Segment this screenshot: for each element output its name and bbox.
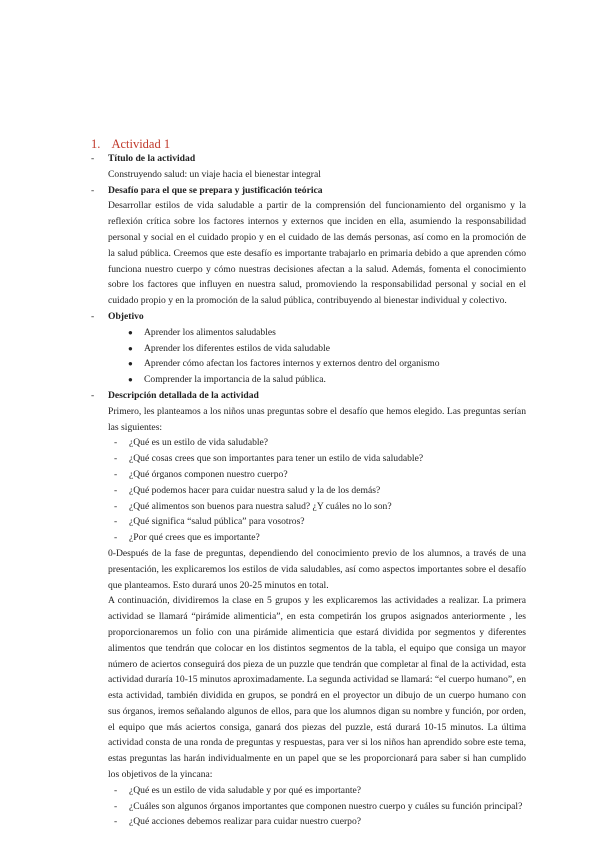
dash-marker: -: [114, 800, 118, 812]
question-text: ¿Qué órganos componen nuestro cuerpo?: [129, 468, 288, 480]
list-item: [108, 325, 526, 341]
dash-marker: -: [91, 184, 95, 196]
list-item: [108, 356, 526, 372]
dash-marker: -: [114, 516, 118, 528]
list-item: [91, 814, 526, 830]
document-body: [91, 151, 526, 830]
final-questions-list: [91, 783, 526, 830]
list-item: [91, 799, 526, 815]
question-text: ¿Por qué crees que es importante?: [129, 532, 260, 544]
dash-marker: -: [114, 468, 118, 480]
bullet-marker: ●: [128, 343, 133, 353]
desafio-text: Desarrollar estilos de vida saludable a partir de la comprensión del funcionamiento del organismo y la reflexión crítica sobre los factores internos y externos que inciden en ella, asumiendo la responsabilidad personal y social en el cuidado propio y en el cuidado de las demás personas, así como en la promoción de la salud pública. Creemos que este desafío es importante trabajarlo en primaria debido a que aprenden cómo funciona nuestro cuerpo y cómo nuestras decisiones afectan a la salud. Además, fomenta el conocimiento sobre los factores que influyen en nuestra salud, promoviendo la responsabilidad personal y social en el cuidado propio y en la promoción de la salud pública, contribuyendo al bienestar individual y colectivo.: [108, 200, 526, 307]
heading-number: 1.: [91, 137, 101, 151]
question-text: ¿Qué es un estilo de vida saludable y por qué es importante?: [129, 784, 362, 796]
questions-list: [91, 435, 526, 546]
desafio-label: Desafío para el que se prepara y justificación teórica: [108, 184, 323, 196]
list-item: [91, 499, 526, 515]
descripcion-label: Descripción detallada de la actividad: [108, 389, 259, 401]
bullet-marker: ●: [128, 327, 133, 337]
bullet-marker: ●: [128, 375, 133, 385]
titulo-section: [91, 151, 526, 183]
objetivo-section: [91, 309, 526, 388]
question-text: ¿Qué significa “salud pública” para vosotros?: [129, 516, 305, 528]
desafio-section: [91, 183, 526, 309]
list-item: [91, 451, 526, 467]
dash-marker: -: [91, 389, 95, 401]
dash-marker: -: [114, 500, 118, 512]
objetivo-label: Objetivo: [108, 310, 144, 322]
dash-marker: -: [114, 816, 118, 828]
question-text: ¿Qué acciones debemos realizar para cuidar nuestro cuerpo?: [129, 816, 361, 828]
objetivo-list: [108, 325, 526, 388]
list-item: [108, 372, 526, 388]
objetivo-item-text: Aprender cómo afectan los factores internos y externos dentro del organismo: [144, 358, 440, 370]
dash-marker: -: [114, 484, 118, 496]
list-item: [91, 514, 526, 530]
dash-marker: -: [91, 153, 95, 164]
dash-marker: -: [114, 437, 118, 449]
dash-marker: -: [114, 784, 118, 796]
list-item: [91, 467, 526, 483]
bullet-marker: ●: [128, 359, 133, 369]
objetivo-item-text: Aprender los diferentes estilos de vida saludable: [144, 342, 330, 354]
question-text: ¿Qué cosas crees que son importantes para tener un estilo de vida saludable?: [129, 453, 424, 465]
descripcion-paragraph-2: A continuación, dividiremos la clase en 5 grupos y les explicaremos las actividades a realizar. La primera actividad se llamará “pirámide alimenticia”, en esta competirán los grupos asignados anteriormente , les proporcionaremos un folio con una pirámide alimenticia que estará dividida por segmentos y diferentes alimentos que tendrán que colocar en los distintos segmentos de la tabla, el equipo que consiga un mayor número de aciertos conseguirá dos pieza de un puzzle que tendrán que completar al final de la actividad, esta actividad duraría 10-15 minutos aproximadamente. La segunda actividad se llamará: “el cuerpo humano”, en esta actividad, también dividida en grupos, se pondrá en el proyector un dibujo de un cuerpo humano con sus órganos, iremos señalando algunos de ellos, para que los alumnos digan su nombre y función, por orden, el equipo que más aciertos consiga, ganará dos piezas del puzzle, está durará 10-15 minutos. La última actividad consta de una ronda de preguntas y respuestas, para ver si los niños han aprendido sobre este tema, estas preguntas las harán individualmente en un papel que se les proporcionará para saber si han cumplido los objetivos de la yincana:: [108, 595, 526, 781]
list-item: [91, 783, 526, 799]
question-text: ¿Qué alimentos son buenos para nuestra salud? ¿Y cuáles no lo son?: [129, 500, 392, 512]
objetivo-item-text: Aprender los alimentos saludables: [144, 326, 276, 338]
list-item: [91, 483, 526, 499]
titulo-label: Título de la actividad: [108, 153, 196, 164]
dash-marker: -: [114, 453, 118, 465]
heading-title: Actividad 1: [111, 137, 171, 151]
question-text: ¿Qué es un estilo de vida saludable?: [129, 437, 269, 449]
descripcion-paragraph-1: 0-Después de la fase de preguntas, dependiendo del conocimiento previo de los alumnos, a través de una presentación, les explicaremos los estilos de vida saludables, así como aspectos importantes sobre el desafío que planteamos. Esto durará unos 20-25 minutos en total.: [108, 547, 526, 591]
descripcion-intro: Primero, les planteamos a los niños unas preguntas sobre el desafío que hemos elegido. Las preguntas serían las siguientes:: [108, 405, 526, 433]
list-item: [108, 341, 526, 357]
dash-marker: -: [91, 310, 95, 322]
dash-marker: -: [114, 532, 118, 544]
titulo-text: Construyendo salud: un viaje hacia el bienestar integral: [108, 168, 321, 180]
question-text: ¿Qué podemos hacer para cuidar nuestra salud y la de los demás?: [129, 484, 381, 496]
list-item: [91, 435, 526, 451]
question-text: ¿Cuáles son algunos órganos importantes que componen nuestro cuerpo y cuáles su función principal?: [129, 800, 523, 812]
objetivo-item-text: Comprender la importancia de la salud pública.: [144, 374, 326, 386]
list-item: [91, 530, 526, 546]
section-heading: [91, 137, 170, 152]
descripcion-section: [91, 388, 526, 830]
